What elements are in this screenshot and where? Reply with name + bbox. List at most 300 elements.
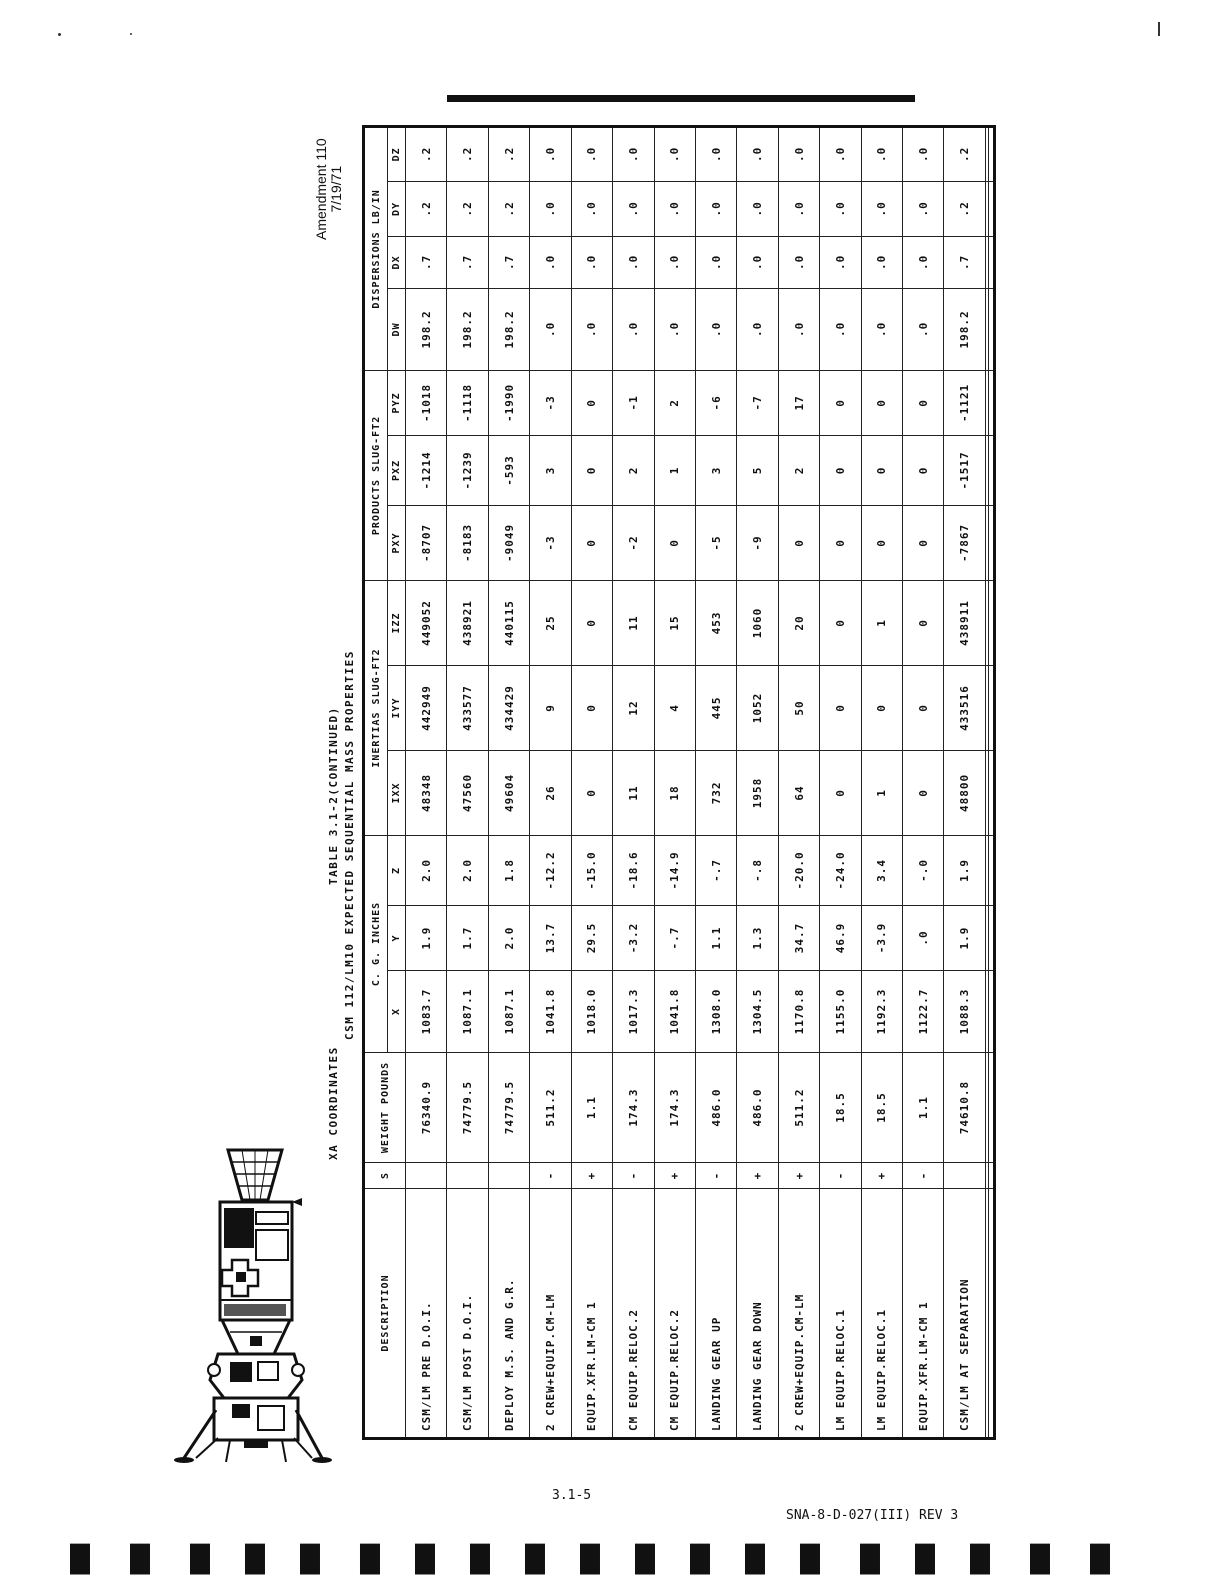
cell-dx: .7: [488, 236, 529, 288]
cell-s: +: [778, 1163, 819, 1189]
cell-desc: LANDING GEAR DOWN: [737, 1189, 778, 1439]
binder-mark: ▐▌: [1020, 1545, 1060, 1575]
cell-desc: CM EQUIP.RELOC.2: [654, 1189, 695, 1439]
table-row: [613, 126, 654, 1438]
binder-mark: ▐▌: [515, 1545, 555, 1575]
cell-iyy: 1052: [737, 665, 778, 750]
cell-dx: .0: [654, 236, 695, 288]
table-row: [530, 126, 571, 1438]
cell-dz: .0: [903, 126, 944, 181]
blank-cell: [988, 505, 994, 580]
cell-dw: .0: [861, 288, 902, 370]
cell-s: +: [571, 1163, 612, 1189]
page-number: 3.1-5: [552, 1488, 592, 1503]
cell-w: 76340.9: [406, 1053, 447, 1163]
cell-ixx: 48800: [944, 750, 985, 835]
cell-ixx: 47560: [447, 750, 488, 835]
cell-desc: EQUIP.XFR.LM-CM 1: [571, 1189, 612, 1439]
cell-dy: .2: [447, 181, 488, 236]
cell-izz: 438911: [944, 580, 985, 665]
cell-pyz: 0: [861, 370, 902, 435]
cell-pyz: 17: [778, 370, 819, 435]
cell-pyz: -1018: [406, 370, 447, 435]
cell-s: -: [820, 1163, 861, 1189]
cell-s: [406, 1163, 447, 1189]
cell-pxz: -1214: [406, 435, 447, 505]
col-s: S: [364, 1163, 406, 1189]
cell-pxy: -2: [613, 505, 654, 580]
col-inertias-group: INERTIAS SLUG-FT2: [364, 580, 388, 835]
cell-ixx: 49604: [488, 750, 529, 835]
cell-desc: 2 CREW+EQUIP.CM-LM: [778, 1189, 819, 1439]
cell-dx: .0: [571, 236, 612, 288]
binder-mark: ▐▌: [570, 1545, 610, 1575]
cell-ixx: 11: [613, 750, 654, 835]
cell-izz: 453: [695, 580, 736, 665]
cell-dx: .0: [530, 236, 571, 288]
cell-izz: 440115: [488, 580, 529, 665]
cell-dx: .7: [447, 236, 488, 288]
cell-ixx: 26: [530, 750, 571, 835]
cell-pyz: -1118: [447, 370, 488, 435]
cell-dy: .0: [530, 181, 571, 236]
cell-pxy: -9: [737, 505, 778, 580]
cell-pxy: -3: [530, 505, 571, 580]
cell-izz: 438921: [447, 580, 488, 665]
cell-izz: 449052: [406, 580, 447, 665]
scan-mark: [1158, 22, 1160, 36]
blank-cell: [988, 1053, 994, 1163]
cell-dz: .0: [861, 126, 902, 181]
cell-ixx: 64: [778, 750, 819, 835]
blank-cell: [988, 835, 994, 905]
cell-x: 1018.0: [571, 971, 612, 1053]
cell-pxz: 3: [530, 435, 571, 505]
cell-ixx: 48348: [406, 750, 447, 835]
cell-dx: .0: [820, 236, 861, 288]
cell-pxz: -1517: [944, 435, 985, 505]
col-dy: DY: [388, 181, 406, 236]
cell-ixx: 0: [820, 750, 861, 835]
cell-pyz: 0: [820, 370, 861, 435]
table-row: [737, 126, 778, 1438]
table-title: TABLE 3.1-2(CONTINUED): [327, 706, 340, 885]
cell-dw: .0: [695, 288, 736, 370]
binder-mark: ▐▌: [405, 1545, 445, 1575]
cell-x: 1192.3: [861, 971, 902, 1053]
cell-s: +: [861, 1163, 902, 1189]
cell-z: 1.8: [488, 835, 529, 905]
cell-s: -: [695, 1163, 736, 1189]
cell-desc: LM EQUIP.RELOC.1: [820, 1189, 861, 1439]
cell-z: 2.0: [447, 835, 488, 905]
cell-pyz: -3: [530, 370, 571, 435]
cell-x: 1304.5: [737, 971, 778, 1053]
cell-pxy: -8707: [406, 505, 447, 580]
cell-y: 34.7: [778, 906, 819, 971]
cell-dz: .2: [447, 126, 488, 181]
binder-mark: ▐▌: [235, 1545, 275, 1575]
cell-dx: .0: [737, 236, 778, 288]
cell-dw: .0: [571, 288, 612, 370]
blank-row: [988, 126, 994, 1438]
cell-iyy: 445: [695, 665, 736, 750]
table-row: [903, 126, 944, 1438]
cell-z: 1.9: [944, 835, 985, 905]
cell-x: 1041.8: [530, 971, 571, 1053]
cell-s: -: [903, 1163, 944, 1189]
table-body: [406, 126, 995, 1438]
table-row: [944, 126, 985, 1438]
cell-w: 486.0: [737, 1053, 778, 1163]
cell-iyy: 0: [571, 665, 612, 750]
cell-dw: .0: [613, 288, 654, 370]
cell-x: 1122.7: [903, 971, 944, 1053]
scan-dot: [130, 33, 132, 35]
cell-pxy: -9049: [488, 505, 529, 580]
cell-pxy: 0: [820, 505, 861, 580]
cell-pxz: 5: [737, 435, 778, 505]
cell-dz: .2: [488, 126, 529, 181]
cell-pyz: -1121: [944, 370, 985, 435]
cell-dy: .0: [571, 181, 612, 236]
cell-dw: .0: [778, 288, 819, 370]
cell-dw: 198.2: [944, 288, 985, 370]
cell-s: -: [530, 1163, 571, 1189]
blank-cell: [988, 580, 994, 665]
col-iyy: IYY: [388, 665, 406, 750]
cell-dy: .0: [861, 181, 902, 236]
table-row: [654, 126, 695, 1438]
cell-pxz: 0: [861, 435, 902, 505]
cell-pyz: -1990: [488, 370, 529, 435]
cell-dw: .0: [903, 288, 944, 370]
cell-y: 1.1: [695, 906, 736, 971]
col-pyz: PYZ: [388, 370, 406, 435]
blank-cell: [988, 370, 994, 435]
cell-iyy: 12: [613, 665, 654, 750]
cell-pxz: 0: [903, 435, 944, 505]
cell-izz: 11: [613, 580, 654, 665]
cell-desc: LANDING GEAR UP: [695, 1189, 736, 1439]
cell-y: .0: [903, 906, 944, 971]
cell-dz: .0: [820, 126, 861, 181]
cell-pxz: 0: [820, 435, 861, 505]
cell-iyy: 0: [820, 665, 861, 750]
cell-w: 74779.5: [447, 1053, 488, 1163]
col-description: DESCRIPTION: [364, 1189, 406, 1439]
cell-ixx: 1958: [737, 750, 778, 835]
cell-y: -3.2: [613, 906, 654, 971]
col-cg-z: Z: [388, 835, 406, 905]
cell-ixx: 0: [903, 750, 944, 835]
table-row: [820, 126, 861, 1438]
binder-mark: ▐▌: [120, 1545, 160, 1575]
cell-dw: .0: [820, 288, 861, 370]
table-row: [778, 126, 819, 1438]
cell-ixx: 732: [695, 750, 736, 835]
blank-cell: [988, 236, 994, 288]
binder-mark: ▐▌: [460, 1545, 500, 1575]
cell-x: 1088.3: [944, 971, 985, 1053]
col-cg-x: X: [388, 971, 406, 1053]
amendment-date: 7/19/71: [328, 165, 344, 213]
col-products-group: PRODUCTS SLUG-FT2: [364, 370, 388, 580]
cell-dz: .0: [654, 126, 695, 181]
binder-mark: ▐▌: [850, 1545, 890, 1575]
cell-ixx: 0: [571, 750, 612, 835]
cell-dx: .0: [861, 236, 902, 288]
blank-cell: [988, 750, 994, 835]
amendment-number: Amendment 110: [313, 138, 329, 240]
cell-iyy: 434429: [488, 665, 529, 750]
cell-w: 174.3: [654, 1053, 695, 1163]
cell-dw: 198.2: [406, 288, 447, 370]
coordinates-label: XA COORDINATES: [327, 1046, 340, 1160]
cell-pyz: -7: [737, 370, 778, 435]
col-dispersions-group: DISPERSIONS LB/IN: [364, 126, 388, 370]
cell-pxz: 2: [778, 435, 819, 505]
binder-mark: ▐▌: [735, 1545, 775, 1575]
cell-pxy: -8183: [447, 505, 488, 580]
cell-desc: LM EQUIP.RELOC.1: [861, 1189, 902, 1439]
cell-desc: DEPLOY M.S. AND G.R.: [488, 1189, 529, 1439]
cell-izz: 0: [571, 580, 612, 665]
cell-dz: .0: [695, 126, 736, 181]
cell-x: 1041.8: [654, 971, 695, 1053]
cell-dx: .0: [613, 236, 654, 288]
cell-pxz: 2: [613, 435, 654, 505]
cell-izz: 20: [778, 580, 819, 665]
cell-dx: .7: [406, 236, 447, 288]
cell-iyy: 0: [903, 665, 944, 750]
col-dw: DW: [388, 288, 406, 370]
cell-w: 174.3: [613, 1053, 654, 1163]
cell-y: 1.3: [737, 906, 778, 971]
cell-dx: .0: [778, 236, 819, 288]
binder-mark: ▐▌: [960, 1545, 1000, 1575]
spacecraft-illustration: [170, 1140, 335, 1472]
cell-dy: .0: [613, 181, 654, 236]
cell-w: 18.5: [820, 1053, 861, 1163]
table-row: [406, 126, 447, 1438]
cell-desc: 2 CREW+EQUIP.CM-LM: [530, 1189, 571, 1439]
cell-pyz: -1: [613, 370, 654, 435]
cell-izz: 0: [820, 580, 861, 665]
cell-y: 2.0: [488, 906, 529, 971]
blank-cell: [988, 126, 994, 181]
cell-z: 2.0: [406, 835, 447, 905]
cell-z: -12.2: [530, 835, 571, 905]
cell-y: 46.9: [820, 906, 861, 971]
col-izz: IZZ: [388, 580, 406, 665]
col-pxz: PXZ: [388, 435, 406, 505]
col-dz: DZ: [388, 126, 406, 181]
cell-x: 1087.1: [488, 971, 529, 1053]
binder-mark: ▐▌: [1080, 1545, 1120, 1575]
cell-w: 511.2: [530, 1053, 571, 1163]
blank-cell: [988, 181, 994, 236]
cell-pxz: -593: [488, 435, 529, 505]
cell-iyy: 50: [778, 665, 819, 750]
cell-izz: 15: [654, 580, 695, 665]
cell-pxy: -7867: [944, 505, 985, 580]
cell-pxy: 0: [654, 505, 695, 580]
cell-dw: 198.2: [488, 288, 529, 370]
cell-pyz: 2: [654, 370, 695, 435]
cell-s: -: [613, 1163, 654, 1189]
cell-y: 13.7: [530, 906, 571, 971]
binder-mark: ▐▌: [790, 1545, 830, 1575]
cell-s: [447, 1163, 488, 1189]
cell-izz: 1: [861, 580, 902, 665]
col-dx: DX: [388, 236, 406, 288]
document-id: SNA-8-D-027(III) REV 3: [786, 1508, 959, 1523]
binder-marks: [60, 1545, 1160, 1575]
cell-dx: .7: [944, 236, 985, 288]
cell-y: -3.9: [861, 906, 902, 971]
cell-s: +: [737, 1163, 778, 1189]
cell-x: 1308.0: [695, 971, 736, 1053]
cell-z: -15.0: [571, 835, 612, 905]
cell-dy: .0: [654, 181, 695, 236]
cell-x: 1170.8: [778, 971, 819, 1053]
cell-z: -14.9: [654, 835, 695, 905]
binder-mark: ▐▌: [350, 1545, 390, 1575]
cell-z: 3.4: [861, 835, 902, 905]
col-pxy: PXY: [388, 505, 406, 580]
cell-iyy: 4: [654, 665, 695, 750]
cell-izz: 1060: [737, 580, 778, 665]
cell-pxz: 1: [654, 435, 695, 505]
cell-x: 1017.3: [613, 971, 654, 1053]
blank-cell: [988, 665, 994, 750]
cell-dy: .2: [488, 181, 529, 236]
cell-dw: 198.2: [447, 288, 488, 370]
cell-desc: CSM/LM PRE D.O.I.: [406, 1189, 447, 1439]
cell-ixx: 18: [654, 750, 695, 835]
cell-dy: .0: [778, 181, 819, 236]
blank-cell: [988, 1163, 994, 1189]
cell-dz: .0: [778, 126, 819, 181]
cell-dx: .0: [903, 236, 944, 288]
cell-izz: 0: [903, 580, 944, 665]
cell-dz: .0: [530, 126, 571, 181]
table-row: [571, 126, 612, 1438]
cell-dz: .0: [737, 126, 778, 181]
cell-x: 1155.0: [820, 971, 861, 1053]
table-row: [861, 126, 902, 1438]
cell-pxy: 0: [571, 505, 612, 580]
cell-dy: .0: [737, 181, 778, 236]
header-rule: [447, 95, 915, 102]
cell-pxz: 0: [571, 435, 612, 505]
cell-izz: 25: [530, 580, 571, 665]
cell-y: 1.9: [406, 906, 447, 971]
cell-pxz: -1239: [447, 435, 488, 505]
binder-mark: ▐▌: [680, 1545, 720, 1575]
cell-z: -.0: [903, 835, 944, 905]
cell-s: [944, 1163, 985, 1189]
binder-mark: ▐▌: [180, 1545, 220, 1575]
cell-w: 1.1: [903, 1053, 944, 1163]
cell-y: 29.5: [571, 906, 612, 971]
col-cg-group: C. G. INCHES: [364, 835, 388, 1052]
cell-y: -.7: [654, 906, 695, 971]
cell-z: -.8: [737, 835, 778, 905]
cell-pxy: 0: [861, 505, 902, 580]
col-ixx: IXX: [388, 750, 406, 835]
cell-w: 486.0: [695, 1053, 736, 1163]
col-cg-y: Y: [388, 906, 406, 971]
cell-z: -18.6: [613, 835, 654, 905]
cell-iyy: 433577: [447, 665, 488, 750]
cell-dw: .0: [530, 288, 571, 370]
cell-iyy: 433516: [944, 665, 985, 750]
cell-dz: .0: [571, 126, 612, 181]
table-subtitle: CSM 112/LM10 EXPECTED SEQUENTIAL MASS PROPERTIES: [343, 650, 356, 1040]
cell-w: 1.1: [571, 1053, 612, 1163]
cell-pyz: 0: [571, 370, 612, 435]
cell-pyz: -6: [695, 370, 736, 435]
cell-dy: .2: [944, 181, 985, 236]
col-weight: WEIGHT POUNDS: [364, 1053, 406, 1163]
cell-desc: CM EQUIP.RELOC.2: [613, 1189, 654, 1439]
cell-dy: .2: [406, 181, 447, 236]
cell-iyy: 0: [861, 665, 902, 750]
binder-mark: ▐▌: [905, 1545, 945, 1575]
cell-dy: .0: [695, 181, 736, 236]
mass-properties-table: [362, 128, 996, 1440]
cell-dz: .2: [944, 126, 985, 181]
cell-y: 1.9: [944, 906, 985, 971]
cell-pxy: 0: [903, 505, 944, 580]
binder-mark: ▐▌: [290, 1545, 330, 1575]
blank-cell: [988, 288, 994, 370]
cell-z: -.7: [695, 835, 736, 905]
cell-iyy: 442949: [406, 665, 447, 750]
cell-z: -20.0: [778, 835, 819, 905]
cell-w: 511.2: [778, 1053, 819, 1163]
cell-s: +: [654, 1163, 695, 1189]
table-grid: [362, 125, 996, 1440]
cell-x: 1083.7: [406, 971, 447, 1053]
cell-w: 74610.8: [944, 1053, 985, 1163]
cell-x: 1087.1: [447, 971, 488, 1053]
cell-dx: .0: [695, 236, 736, 288]
cell-dz: .0: [613, 126, 654, 181]
cell-dw: .0: [654, 288, 695, 370]
blank-cell: [988, 971, 994, 1053]
cell-desc: CSM/LM AT SEPARATION: [944, 1189, 985, 1439]
cell-desc: EQUIP.XFR.LM-CM 1: [903, 1189, 944, 1439]
cell-desc: CSM/LM POST D.O.I.: [447, 1189, 488, 1439]
binder-mark: ▐▌: [60, 1545, 100, 1575]
cell-dy: .0: [903, 181, 944, 236]
cell-w: 74779.5: [488, 1053, 529, 1163]
cell-z: -24.0: [820, 835, 861, 905]
blank-cell: [988, 435, 994, 505]
table-row: [447, 126, 488, 1438]
table-row: [488, 126, 529, 1438]
blank-cell: [988, 906, 994, 971]
cell-pxy: -5: [695, 505, 736, 580]
cell-dw: .0: [737, 288, 778, 370]
cell-ixx: 1: [861, 750, 902, 835]
blank-cell: [988, 1189, 994, 1439]
cell-iyy: 9: [530, 665, 571, 750]
cell-pyz: 0: [903, 370, 944, 435]
